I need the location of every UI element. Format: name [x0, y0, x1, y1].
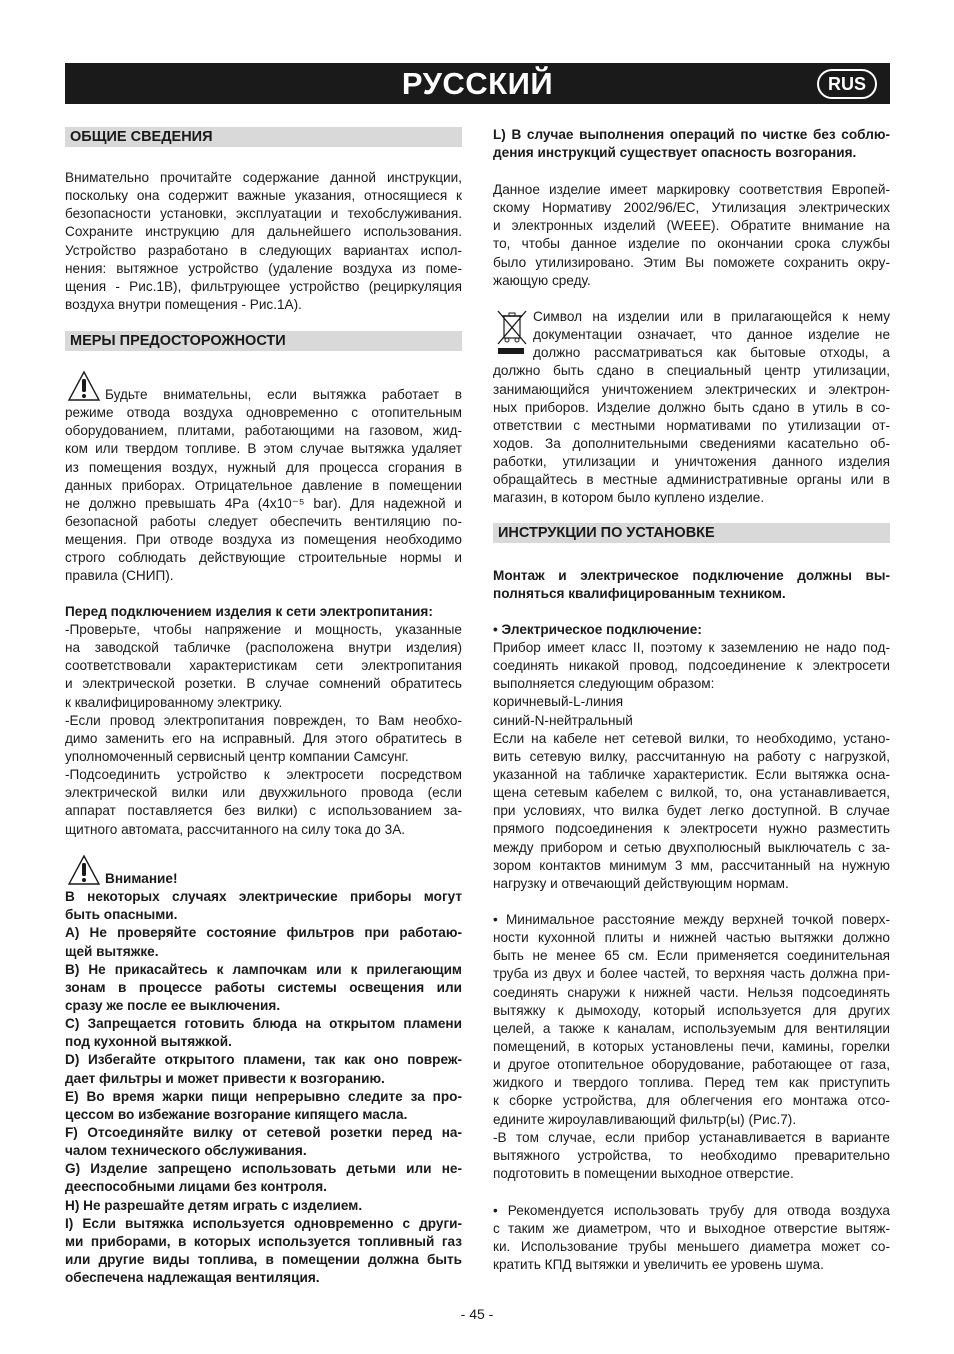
text-line: быть опасными.	[65, 907, 178, 923]
text-line: соединять никакой провод, подсоединение к электросети	[493, 658, 890, 674]
bold-paragraph	[493, 126, 890, 162]
text-line: -Подсоединить устройство к электросети посредством	[65, 767, 462, 783]
text-line: Если на кабеле нет сетевой вилки, то необходимо, устано-	[493, 730, 890, 746]
text-line: -Если провод электропитания поврежден, то Вам необхо-	[65, 712, 462, 728]
section-heading-text: МЕРЫ ПРЕДОСТОРОЖНОСТИ	[70, 333, 286, 349]
text-line: кратить КПД вытяжки и увеличить ее уровень шума.	[493, 1257, 824, 1273]
text-line: безопасной работы следует обеспечить вентиляцию по-	[65, 513, 462, 529]
text-line: H) Не разрешайте детям играть с изделием.	[65, 1197, 363, 1213]
text-line: жающую среду.	[493, 272, 591, 288]
text-line: цессом во избежание возгорание кипящего масла.	[65, 1106, 408, 1122]
text-line: Монтаж и электрическое подключение должны вы-	[493, 568, 890, 583]
text-line: ности кухонной плиты и нижней частью вытяжки должно	[493, 930, 890, 946]
text-line: ми приборами, в которых используется топливный газ	[65, 1233, 462, 1249]
text-line: под кухонной вытяжкой.	[65, 1034, 232, 1050]
text-line: дееспособными лицами без контроля.	[65, 1179, 327, 1195]
page-title: РУССКИЙ	[401, 66, 554, 101]
text-line: чалом технического обслуживания.	[65, 1143, 307, 1159]
text-line: Внимание!	[105, 871, 178, 886]
text-line: C) Запрещается готовить блюда на открытом пламени	[65, 1016, 462, 1032]
text-line: подготовить в помещении выходное отверстие.	[493, 1165, 794, 1181]
text-line: к сборке устройства, для облегчения его монтажа отсо-	[493, 1093, 890, 1109]
text-line: едините жироулавливающий фильтр(ы) (Рис.7).	[493, 1111, 797, 1127]
text-line: зонам в процессе работы системы освещения или	[65, 979, 462, 995]
text-line: полняться квалифицированным техником.	[493, 586, 786, 602]
weee-crossed-bin-icon	[495, 308, 529, 361]
text-line: Устройство разработано в следующих вариантах испол-	[65, 242, 462, 258]
text-line: безопасности установки, эксплуатации и техобслуживания.	[65, 206, 462, 222]
text-line: L) В случае выполнения операций по чистке без соблю-	[493, 127, 890, 142]
paragraph	[65, 386, 462, 586]
text-line: должно быть сдано в специальный центр утилизации,	[493, 363, 890, 379]
text-line: щения - Рис.1B), фильтрующее устройство (рециркуляция	[65, 278, 462, 294]
text-line: и другое отопительное оборудование, работающее от газа,	[493, 1057, 890, 1073]
text-line: труба из двух и более частей, то верхняя часть должна при-	[493, 966, 890, 982]
text-line: правила (СНИП).	[65, 568, 174, 584]
text-line: Символ на изделии или в прилагающейся к нему	[533, 309, 890, 324]
text-line: -Проверьте, чтобы напряжение и мощность, указанные	[65, 622, 462, 637]
text-line: В некоторых случаях электрические приборы могут	[65, 889, 462, 905]
text-line: обращайтесь в местные административные органы или в	[493, 472, 890, 488]
page-number: - 45 -	[460, 1306, 494, 1322]
text-line: указанной на табличке характеристик. Если вытяжка осна-	[493, 766, 890, 782]
text-line: -В том случае, если прибор устанавливается в варианте	[493, 1129, 890, 1145]
text-line: Прибор имеет класс II, поэтому к заземлению не надо под-	[493, 640, 890, 655]
text-line: или другие виды топлива, в помещении должна быть	[65, 1251, 462, 1267]
text-line: должно рассматриваться как бытовые отходы, а	[533, 345, 890, 361]
text-line: мещения. При отводе воздуха из помещения необходимо	[65, 532, 462, 548]
text-line: выполняется следующим образом:	[493, 676, 715, 692]
text-line: и электронных изделий (WEEE). Обратите внимание на	[493, 218, 890, 234]
text-line: B) Не прикасайтесь к лампочкам или к прилегающим	[65, 961, 462, 977]
text-line: данных приборах. Отрицательное давление в помещении	[65, 477, 462, 493]
text-line: ответствии с местными нормативами по утилизации от-	[493, 417, 890, 433]
text-line: вить сетевую вилку, рассчитанную на работу с нагрузкой,	[493, 748, 890, 764]
text-line: соединять снаружи к нижней части. Нельзя подсоединять	[493, 984, 890, 1000]
text-line: I) Если вытяжка используется одновременно с други-	[65, 1215, 462, 1231]
text-line: Внимательно прочитайте содержание данной инструкции,	[65, 170, 462, 185]
text-line: щена сетевым кабелем с вилкой, то, она устанавливается,	[493, 785, 890, 801]
text-line: • Минимальное расстояние между верхней точкой поверх-	[493, 912, 890, 927]
text-line: к квалифицированному электрику.	[65, 694, 283, 710]
text-line: A) Не проверяйте состояние фильтров при работаю-	[65, 925, 462, 941]
text-line: жидкого и твердого топлива. Перед тем как приступить	[493, 1075, 890, 1091]
bold-paragraph	[65, 603, 462, 621]
text-line: дает фильтры и может привести к возгоранию.	[65, 1070, 385, 1086]
text-line: соответствовали характеристикам сети электропитания	[65, 658, 462, 674]
text-line: ки. Использование трубы меньшего диаметра может со-	[493, 1239, 890, 1255]
text-line: синий-N-нейтральный	[493, 712, 633, 728]
section-heading-text: ОБЩИЕ СВЕДЕНИЯ	[70, 129, 213, 145]
text-line: между прибором и сетью двухполюсный выключатель с за-	[493, 839, 890, 855]
text-line: нагрузку и отвечающий действующим нормам.	[493, 875, 789, 891]
warning-icon	[67, 854, 101, 891]
text-line: на заводской табличке (расположена внутри изделия)	[65, 640, 462, 656]
text-line: аппарат поставляется без вилки) с использованием за-	[65, 803, 462, 819]
warning-icon	[67, 370, 101, 407]
text-line: прямого подсоединения к электросети нужно разместить	[493, 821, 890, 837]
language-badge: RUS	[817, 69, 877, 99]
text-line: было утилизировано. Этим Вы поможете сохранить окру-	[493, 254, 890, 270]
text-line: оборудованием, плитами, работающими на газовом, жид-	[65, 423, 462, 439]
paragraph	[65, 621, 462, 839]
text-line: димо заменить его на исправный. Для этого обратитесь в	[65, 730, 462, 746]
text-line: документации означает, что данное изделие не	[533, 327, 890, 343]
text-line: скому Нормативу 2002/96/EC, Утилизация электрических	[493, 200, 890, 216]
paragraph	[493, 1202, 890, 1275]
text-line: щитного автомата, рассчитанного на силу тока до 3А.	[65, 821, 406, 837]
text-line: поскольку она содержит важные указания, относящиеся к	[65, 188, 462, 204]
text-line: сразу же после ее выключения.	[65, 997, 281, 1013]
paragraph	[65, 169, 462, 314]
text-line: вытяжку к дымоходу, который используется для других	[493, 1002, 890, 1018]
text-line: вытяжного устройства, то необходимо преварительно	[493, 1147, 890, 1163]
text-line: Перед подключением изделия к сети электропитания:	[65, 604, 433, 619]
text-line: из помещения воздух, нужный для процесса сгорания в	[65, 459, 462, 475]
text-line: и электрической розетки. В случае сомнений обратитесь	[65, 676, 462, 692]
text-line: то, чтобы данное изделие по окончании срока службы	[493, 236, 890, 252]
text-line: работки, утилизации и уничтожения данного изделия	[493, 454, 890, 470]
text-line: Сохраните инструкцию для дальнейшего использования.	[65, 224, 462, 240]
text-line: E) Во время жарки пищи непрерывно следите за про-	[65, 1088, 462, 1104]
text-line: щей вытяжке.	[65, 943, 159, 959]
text-line: ком или твердом топливе. В этом случае вытяжка удаляет	[65, 441, 462, 457]
left-column	[65, 0, 462, 1354]
text-line: Данное изделие имеет маркировку соответствия Европей-	[493, 182, 890, 197]
text-line: занимающийся уничтожением электрических и электрон-	[493, 381, 890, 397]
paragraph	[493, 181, 890, 290]
text-line: ных приборов. Изделие должно быть сдано в утиль в со-	[493, 399, 890, 415]
section-heading-text: ИНСТРУКЦИИ ПО УСТАНОВКЕ	[498, 525, 715, 541]
paragraph	[493, 639, 890, 893]
section-heading	[493, 523, 890, 543]
text-line: магазин, в котором было куплено изделие.	[493, 490, 765, 506]
text-line: воздуха внутри помещения - Рис.1A).	[65, 296, 302, 312]
paragraph	[493, 911, 890, 1183]
text-line: уполномоченный сервисный центр компании Самсунг.	[65, 748, 409, 764]
text-line: • Электрическое подключение:	[493, 622, 702, 637]
text-line: коричневый-L-линия	[493, 694, 624, 710]
text-line: F) Отсоединяйте вилку от сетевой розетки перед на-	[65, 1124, 462, 1140]
text-line: целей, а также к каналам, используемым для вентиляции	[493, 1020, 890, 1036]
text-line: помещений, в которых установлены печи, камины, горелки	[493, 1038, 890, 1054]
text-line: строго соблюдать действующие строительные нормы и	[65, 550, 462, 566]
bold-paragraph	[65, 870, 462, 1287]
text-line: быть не менее 65 см. Если применяется соединительная	[493, 948, 890, 964]
text-line: при условиях, что вилка будет легко доступной. В случае	[493, 803, 890, 819]
text-line: зором контактов минимум 3 мм, рассчитанный на нужную	[493, 857, 890, 873]
text-line: G) Изделие запрещено использовать детьми или не-	[65, 1161, 462, 1177]
text-line: с таким же диаметром, что и выходное отверстие вытяж-	[493, 1221, 890, 1237]
text-line: ходов. За дополнительными сведениями касательно об-	[493, 435, 890, 451]
right-column	[493, 0, 890, 1354]
text-line: дения инструкций существует опасность возгорания.	[493, 145, 857, 161]
text-line: D) Избегайте открытого пламени, так как оно повреж-	[65, 1052, 462, 1068]
bold-paragraph	[493, 567, 890, 603]
section-heading	[65, 127, 462, 147]
text-line: не должно превышать 4Pa (4x10⁻⁵ bar). Для надежной и	[65, 495, 462, 511]
section-heading	[65, 331, 462, 351]
text-line: электрической вилки или двухжильного провода (если	[65, 785, 462, 801]
bold-paragraph	[493, 621, 890, 639]
paragraph	[493, 308, 890, 508]
text-line: обеспечена надлежащая вентиляция.	[65, 1270, 320, 1286]
text-line: нения: вытяжное устройство (удаление воздуха из поме-	[65, 260, 462, 276]
text-line: • Рекомендуется использовать трубу для отвода воздуха	[493, 1203, 890, 1218]
text-line: Будьте внимательны, если вытяжка работает в	[105, 387, 462, 402]
text-line: режиме отвода воздуха одновременно с отопительным	[65, 405, 462, 421]
